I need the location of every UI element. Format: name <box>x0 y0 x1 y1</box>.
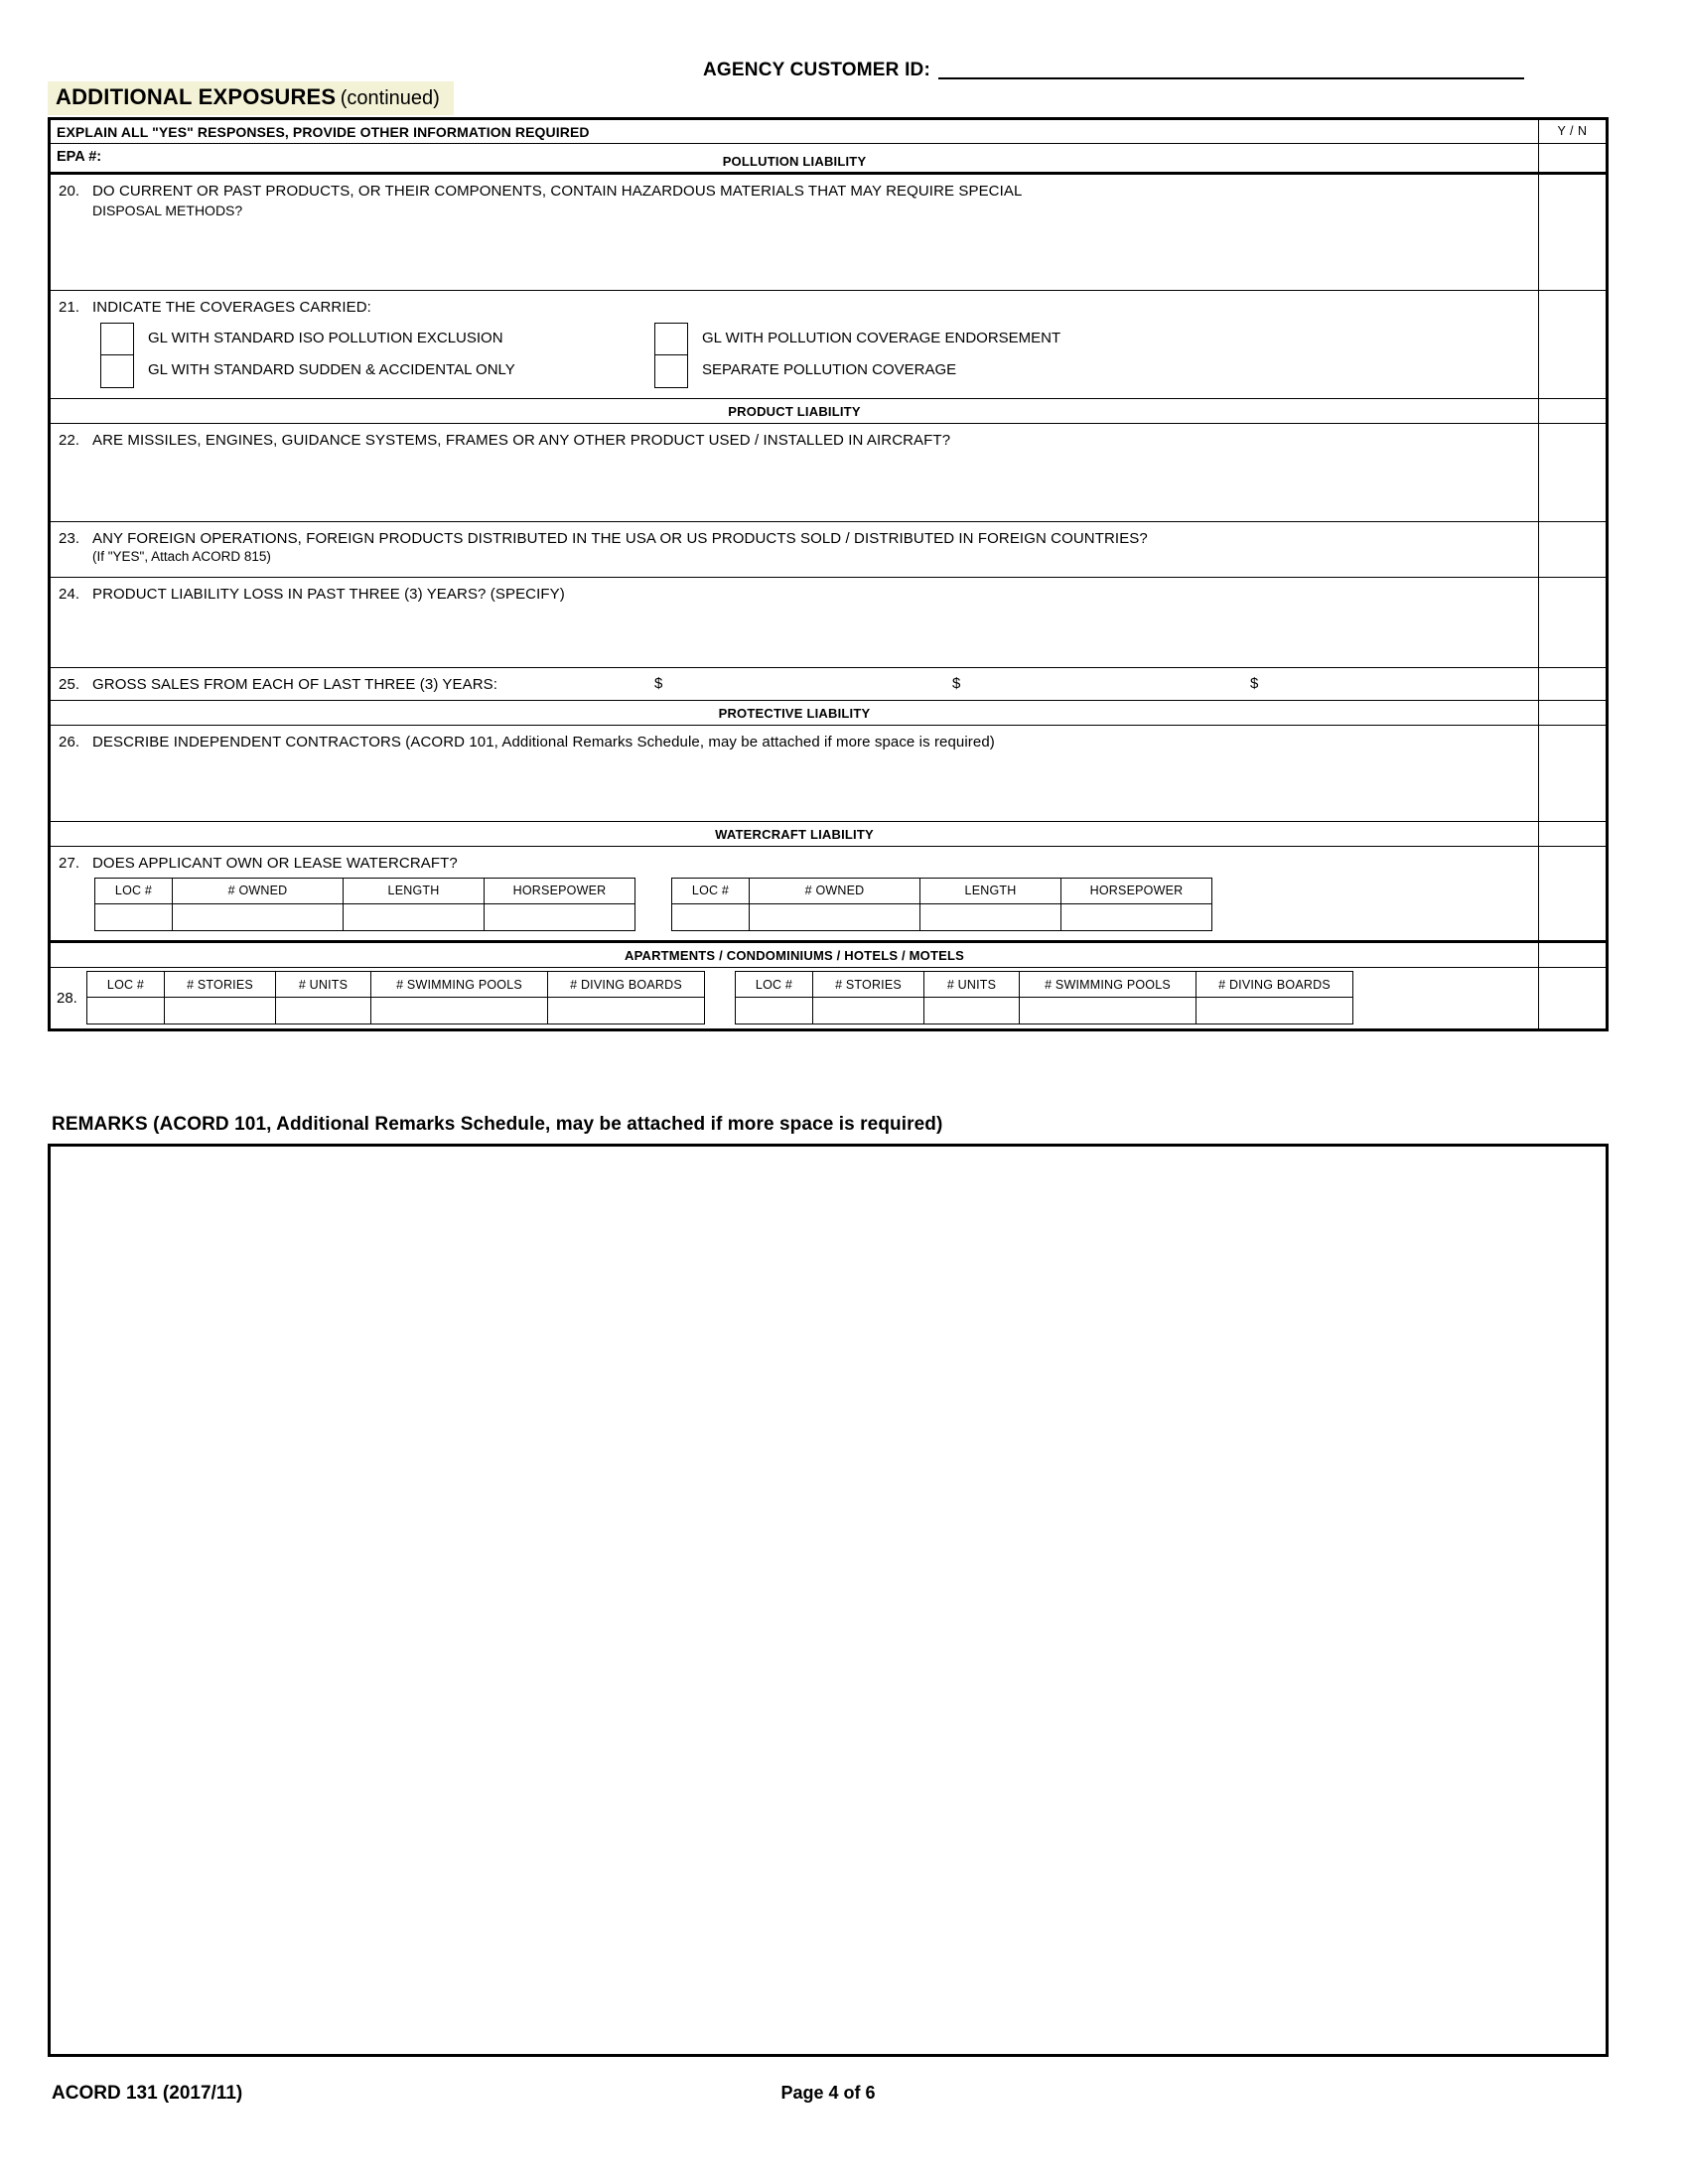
apartments-right-col-loc: LOC # <box>736 972 813 998</box>
question-26-text: DESCRIBE INDEPENDENT CONTRACTORS (ACORD 101, Additional Remarks Schedule, may be attached if more space is required) <box>92 734 995 751</box>
table-row <box>87 998 705 1024</box>
table-row <box>736 998 1353 1024</box>
band-product-cell <box>51 399 1538 423</box>
question-23-row <box>51 522 1606 578</box>
page-footer <box>48 2083 1609 2113</box>
checkbox-iso-pollution-exclusion[interactable] <box>101 324 133 355</box>
question-21-row <box>51 291 1606 399</box>
question-21-yn-answer[interactable] <box>1538 291 1606 398</box>
question-23-text-line1: ANY FOREIGN OPERATIONS, FOREIGN PRODUCTS DISTRIBUTED IN THE USA OR US PRODUCTS SOLD / DISTRIBUTED IN FOREIGN COUNTRIES? <box>92 530 1148 547</box>
epa-pollution-band-row <box>51 144 1606 175</box>
question-23-text-line2: (If "YES", Attach ACORD 815) <box>92 548 271 564</box>
form-id-label: ACORD 131 (2017/11) <box>52 2083 243 2104</box>
question-20-number: 20. <box>59 183 80 200</box>
epa-cell <box>51 144 1538 172</box>
apartments-right-cell-loc[interactable] <box>736 998 813 1024</box>
watercraft-left-col-length: LENGTH <box>344 878 485 903</box>
question-27-cell <box>51 847 1538 940</box>
question-25-row <box>51 668 1606 701</box>
question-25-cell <box>51 668 1538 700</box>
watercraft-left-cell-owned[interactable] <box>173 903 344 930</box>
apartments-right-col-pools: # SWIMMING POOLS <box>1020 972 1196 998</box>
watercraft-liability-band-row <box>51 822 1606 847</box>
watercraft-right-col-length: LENGTH <box>920 878 1061 903</box>
yn-header-label: Y / N <box>1557 124 1588 138</box>
question-28-cell <box>51 968 1538 1028</box>
question-25-yn-answer[interactable] <box>1538 668 1606 700</box>
question-26-yn-answer[interactable] <box>1538 726 1606 821</box>
question-28-number: 28. <box>57 990 77 1007</box>
remarks-textarea[interactable] <box>48 1144 1609 2057</box>
question-24-body <box>51 578 1538 667</box>
checkbox-sudden-accidental-only[interactable] <box>101 355 133 387</box>
question-25-text: GROSS SALES FROM EACH OF LAST THREE (3) YEARS: <box>92 676 498 693</box>
band-apartments-yn-cell <box>1538 943 1606 967</box>
question-24-number: 24. <box>59 586 80 603</box>
question-20-yn-answer[interactable] <box>1538 175 1606 290</box>
question-27-body <box>51 847 1538 940</box>
question-24-text: PRODUCT LIABILITY LOSS IN PAST THREE (3) YEARS? (SPECIFY) <box>92 586 565 603</box>
watercraft-left-col-loc: LOC # <box>95 878 173 903</box>
additional-exposures-table <box>48 117 1609 1031</box>
apartments-right-cell-diving[interactable] <box>1196 998 1353 1024</box>
question-24-yn-answer[interactable] <box>1538 578 1606 667</box>
band-product-yn-cell <box>1538 399 1606 423</box>
checkbox-separate-pollution-coverage[interactable] <box>655 355 687 387</box>
apartments-right-col-units: # UNITS <box>924 972 1020 998</box>
watercraft-right-cell-horsepower[interactable] <box>1061 903 1212 930</box>
table-row <box>672 903 1212 930</box>
band-apartments-cell <box>51 943 1538 967</box>
question-22-cell <box>51 424 1538 521</box>
explain-instruction-cell <box>51 120 1538 143</box>
question-25-body <box>51 668 1538 700</box>
question-26-cell <box>51 726 1538 821</box>
question-21-number: 21. <box>59 299 80 316</box>
page-number-label: Page 4 of 6 <box>780 2083 876 2103</box>
band-product-liability: PRODUCT LIABILITY <box>728 404 861 419</box>
question-23-body <box>51 522 1538 577</box>
checkbox-label-separate-pollution-coverage: SEPARATE POLLUTION COVERAGE <box>702 360 957 378</box>
apartments-left-cell-loc[interactable] <box>87 998 165 1024</box>
question-20-text-line2: DISPOSAL METHODS? <box>92 202 243 218</box>
apartments-left-cell-units[interactable] <box>276 998 371 1024</box>
table-header-row <box>95 878 635 903</box>
watercraft-right-col-owned: # OWNED <box>750 878 920 903</box>
question-27-number: 27. <box>59 855 80 872</box>
checkbox-label-pollution-coverage-endorsement: GL WITH POLLUTION COVERAGE ENDORSEMENT <box>702 329 1061 346</box>
question-21-body <box>51 291 1538 398</box>
question-26-body <box>51 726 1538 821</box>
question-26-row <box>51 726 1606 822</box>
explain-header-row <box>51 120 1606 144</box>
question-20-text-line1: DO CURRENT OR PAST PRODUCTS, OR THEIR COMPONENTS, CONTAIN HAZARDOUS MATERIALS THAT MAY REQUIRE SPECIAL <box>92 183 1023 200</box>
checkbox-label-sudden-accidental-only: GL WITH STANDARD SUDDEN & ACCIDENTAL ONLY <box>148 360 515 378</box>
epa-yn-cell <box>1538 144 1606 172</box>
band-protective-liability: PROTECTIVE LIABILITY <box>718 706 871 721</box>
band-watercraft-cell <box>51 822 1538 846</box>
apartments-right-cell-pools[interactable] <box>1020 998 1196 1024</box>
band-pollution-liability: POLLUTION LIABILITY <box>722 154 867 169</box>
coverage-checkbox-stack-right <box>654 323 688 388</box>
explain-instruction-text: EXPLAIN ALL "YES" RESPONSES, PROVIDE OTHER INFORMATION REQUIRED <box>57 124 590 140</box>
table-header-row <box>87 972 705 998</box>
apartments-left-col-diving: # DIVING BOARDS <box>548 972 705 998</box>
question-27-text: DOES APPLICANT OWN OR LEASE WATERCRAFT? <box>92 855 458 872</box>
watercraft-right-col-horsepower: HORSEPOWER <box>1061 878 1212 903</box>
epa-number-label[interactable]: EPA #: <box>57 149 102 165</box>
table-header-row <box>736 972 1353 998</box>
question-22-row <box>51 424 1606 522</box>
section-title-suffix: (continued) <box>340 87 440 109</box>
apartments-left-col-units: # UNITS <box>276 972 371 998</box>
checkbox-pollution-coverage-endorsement[interactable] <box>655 324 687 355</box>
agency-customer-id-input[interactable] <box>938 58 1524 79</box>
section-title: ADDITIONAL EXPOSURES <box>56 84 337 109</box>
watercraft-left-cell-loc[interactable] <box>95 903 173 930</box>
gross-sales-currency-3: $ <box>1250 674 1259 692</box>
question-22-number: 22. <box>59 432 80 449</box>
question-25-number: 25. <box>59 676 80 693</box>
question-28-row <box>51 968 1606 1028</box>
question-20-body <box>51 175 1538 290</box>
question-23-cell <box>51 522 1538 577</box>
watercraft-right-cell-owned[interactable] <box>750 903 920 930</box>
question-27-yn-answer[interactable] <box>1538 847 1606 940</box>
remarks-title: REMARKS (ACORD 101, Additional Remarks Schedule, may be attached if more space is required) <box>52 1114 943 1135</box>
gross-sales-currency-2: $ <box>952 674 961 692</box>
agency-customer-id-group <box>703 58 1597 81</box>
apartments-left-col-stories: # STORIES <box>165 972 276 998</box>
question-23-number: 23. <box>59 530 80 547</box>
section-title-banner <box>48 81 454 115</box>
watercraft-right-cell-length[interactable] <box>920 903 1061 930</box>
apartments-left-cell-stories[interactable] <box>165 998 276 1024</box>
gross-sales-currency-1: $ <box>654 674 663 692</box>
watercraft-right-cell-loc[interactable] <box>672 903 750 930</box>
watercraft-right-col-loc: LOC # <box>672 878 750 903</box>
question-22-text: ARE MISSILES, ENGINES, GUIDANCE SYSTEMS, FRAMES OR ANY OTHER PRODUCT USED / INSTALLED IN AIRCRAFT? <box>92 432 951 449</box>
band-apartments-condominiums-hotels-motels: APARTMENTS / CONDOMINIUMS / HOTELS / MOTELS <box>624 948 965 963</box>
watercraft-table-right <box>671 878 1212 931</box>
watercraft-left-col-owned: # OWNED <box>173 878 344 903</box>
question-22-yn-answer[interactable] <box>1538 424 1606 521</box>
table-header-row <box>672 878 1212 903</box>
watercraft-tables-wrap <box>59 874 1530 936</box>
apartments-right-cell-stories[interactable] <box>813 998 924 1024</box>
protective-liability-band-row <box>51 701 1606 726</box>
band-protective-cell <box>51 701 1538 725</box>
watercraft-left-col-horsepower: HORSEPOWER <box>485 878 635 903</box>
question-28-body <box>51 968 1538 1028</box>
watercraft-table-left <box>94 878 635 931</box>
band-watercraft-yn-cell <box>1538 822 1606 846</box>
apartments-left-cell-diving[interactable] <box>548 998 705 1024</box>
table-row <box>95 903 635 930</box>
question-21-text: INDICATE THE COVERAGES CARRIED: <box>92 299 371 316</box>
apartments-band-row <box>51 943 1606 968</box>
apartments-left-cell-pools[interactable] <box>371 998 548 1024</box>
apartments-right-col-diving: # DIVING BOARDS <box>1196 972 1353 998</box>
question-22-body <box>51 424 1538 521</box>
agency-customer-id-label: AGENCY CUSTOMER ID: <box>703 60 931 80</box>
product-liability-band-row <box>51 399 1606 424</box>
apartments-left-col-pools: # SWIMMING POOLS <box>371 972 548 998</box>
question-27-row <box>51 847 1606 943</box>
question-21-cell <box>51 291 1538 398</box>
checkbox-label-iso-pollution-exclusion: GL WITH STANDARD ISO POLLUTION EXCLUSION <box>148 329 503 346</box>
band-protective-yn-cell <box>1538 701 1606 725</box>
question-20-row <box>51 175 1606 291</box>
coverage-checkbox-grid <box>59 323 1530 386</box>
question-23-yn-answer[interactable] <box>1538 522 1606 577</box>
question-28-yn-answer[interactable] <box>1538 968 1606 1028</box>
coverage-checkbox-stack-left <box>100 323 134 388</box>
question-26-number: 26. <box>59 734 80 751</box>
apartments-right-cell-units[interactable] <box>924 998 1020 1024</box>
apartments-table-right <box>735 971 1353 1024</box>
watercraft-left-cell-length[interactable] <box>344 903 485 930</box>
watercraft-left-cell-horsepower[interactable] <box>485 903 635 930</box>
apartments-table-left <box>86 971 705 1024</box>
question-24-cell <box>51 578 1538 667</box>
question-20-cell <box>51 175 1538 290</box>
band-watercraft-liability: WATERCRAFT LIABILITY <box>715 827 874 842</box>
yn-column-header <box>1538 120 1606 143</box>
apartments-left-col-loc: LOC # <box>87 972 165 998</box>
question-24-row <box>51 578 1606 668</box>
apartments-right-col-stories: # STORIES <box>813 972 924 998</box>
